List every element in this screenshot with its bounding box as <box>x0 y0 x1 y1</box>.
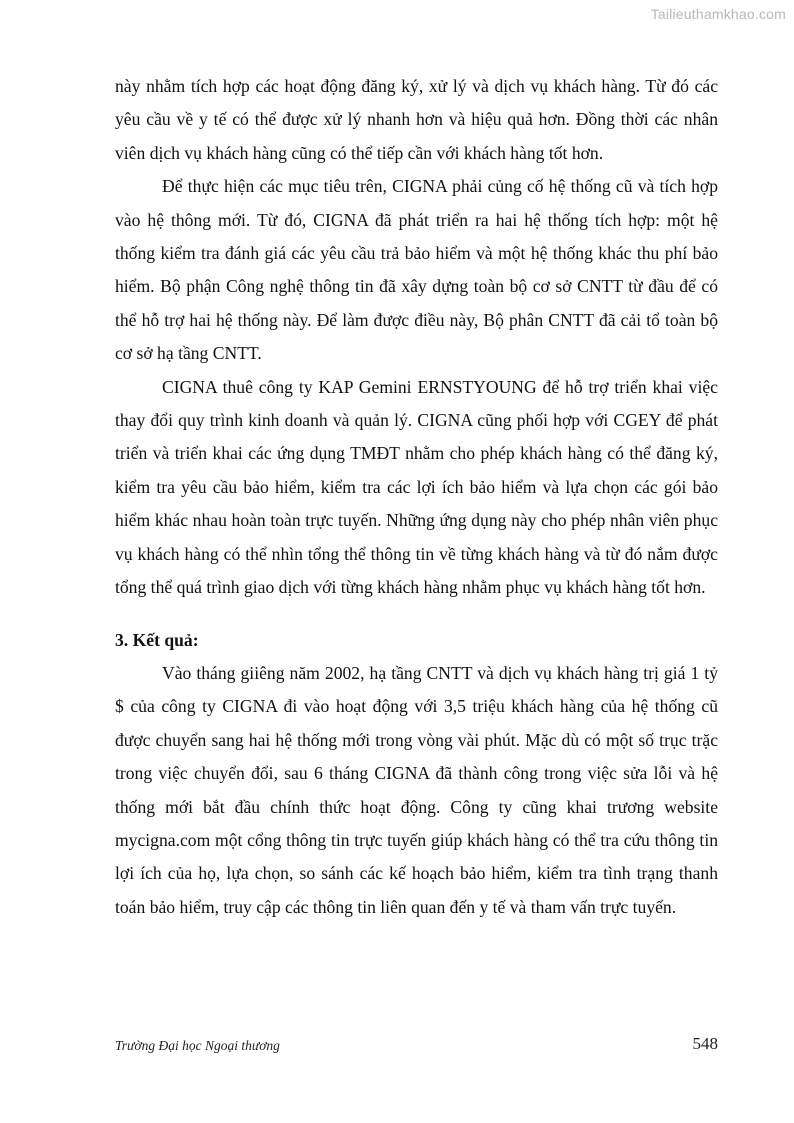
paragraph-continuation: này nhằm tích hợp các hoạt động đăng ký, xử lý và dịch vụ khách hàng. Từ đó các yêu cầu về y tế có thể được xử lý nhanh hơn và hiệu quả hơn. Đồng thời các nhân viên dịch vụ khách hàng cũng có thể tiếp cần với khách hàng tốt hơn. <box>115 76 718 163</box>
footer-institution: Trường Đại học Ngoại thương <box>115 1038 280 1053</box>
paragraph-integration: Để thực hiện các mục tiêu trên, CIGNA phải củng cố hệ thống cũ và tích hợp vào hệ thông mới. Từ đó, CIGNA đã phát triển ra hai hệ thống tích hợp: một hệ thống kiểm tra đánh giá các yêu cầu trả bảo hiểm và một hệ thống khác thu phí bảo hiểm. Bộ phận Công nghệ thông tin đã xây dựng toàn bộ cơ sở CNTT từ đầu để có thể hỗ trợ hai hệ thống này. Để làm được điều này, Bộ phân CNTT đã cải tổ toàn bộ cơ sở hạ tầng CNTT. <box>115 176 718 364</box>
section-heading-results: 3. Kết quả: <box>115 629 199 650</box>
paragraph-partners: CIGNA thuê công ty KAP Gemini ERNSTYOUNG để hỗ trợ triển khai việc thay đổi quy trình kinh doanh và quản lý. CIGNA cũng phối hợp với CGEY để phát triển và triển khai các ứng dụng TMĐT nhằm cho phép khách hàng có thể đăng ký, kiểm tra yêu cầu bảo hiểm, kiểm tra các lợi ích bảo hiểm và lựa chọn các gói bảo hiểm khác nhau hoàn toàn trực tuyến. Những ứng dụng này cho phép nhân viên phục vụ khách hàng có thể nhìn tổng thể thông tin về từng khách hàng và từ đó nắm được tổng thể quá trình giao dịch với từng khách hàng nhằm phục vụ khách hàng tốt hơn. <box>115 376 718 598</box>
document-body <box>115 70 718 924</box>
watermark: Tailieuthamkhao.com <box>650 6 786 22</box>
paragraph-results: Vào tháng giiêng năm 2002, hạ tầng CNTT và dịch vụ khách hàng trị giá 1 tỷ $ của công ty CIGNA đi vào hoạt động với 3,5 triệu khách hàng của hệ thống cũ được chuyển sang hai hệ thống mới trong vòng vài phút. Mặc dù có một số trục trặc trong việc chuyển đổi, sau 6 tháng CIGNA đã thành công trong việc sửa lỗi và hệ thống mới bắt đầu chính thức hoạt động. Công ty cũng khai trương website mycigna.com một cổng thông tin trực tuyến giúp khách hàng có thể tra cứu thông tin lợi ích của họ, lựa chọn, so sánh các kế hoạch bảo hiểm, kiểm tra tình trạng thanh toán bảo hiểm, truy cập các thông tin liên quan đến y tế và tham vấn trực tuyến. <box>115 662 718 917</box>
page-number: 548 <box>692 1034 718 1053</box>
